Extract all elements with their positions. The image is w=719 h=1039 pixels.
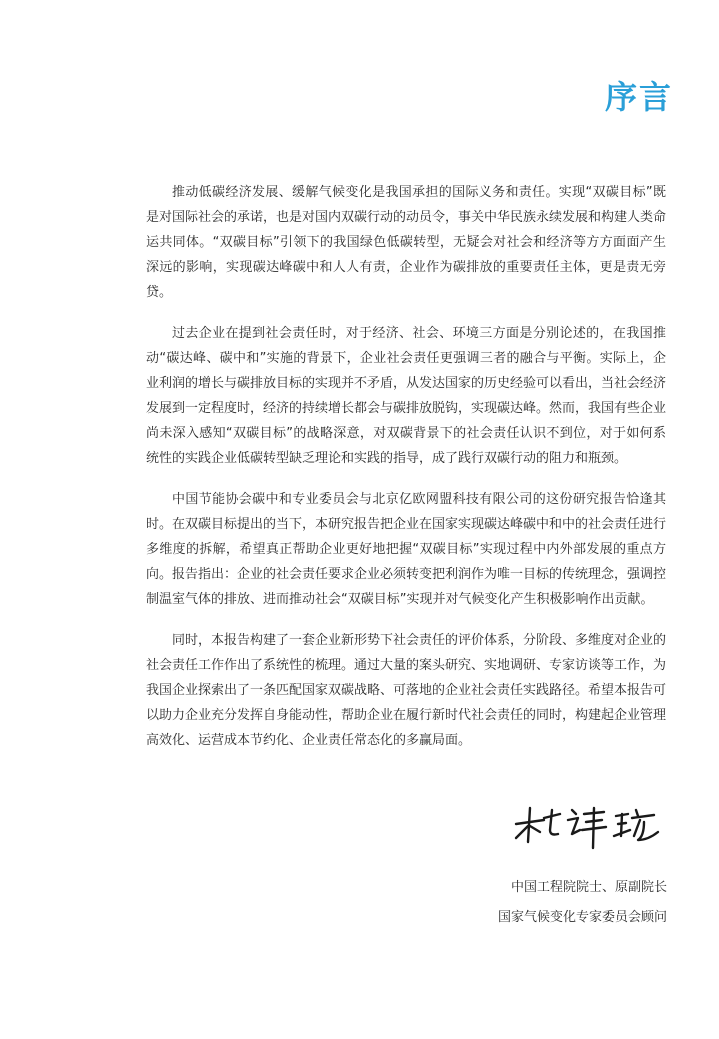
paragraph-2: 过去企业在提到社会责任时，对于经济、社会、环境三方面是分别论述的，在我国推动“碳达峰、碳中和”实施的背景下，企业社会责任更强调三者的融合与平衡。实际上，企业利润的增长与碳排放目标的实现并不矛盾，从发达国家的历史经验可以看出，当社会经济发展到一定程度时，经济的持续增长都会与碳排放脱钩，实现碳达峰。然而，我国有些企业尚未深入感知“双碳目标”的战略深意，对双碳背景下的社会责任认识不到位，对于如何系统性的实践企业低碳转型缺乏理论和实践的指导，成了践行双碳行动的阻力和瓶颈。 xyxy=(146,326,667,466)
paragraph-3: 中国节能协会碳中和专业委员会与北京亿欧网盟科技有限公司的这份研究报告恰逢其时。在双碳目标提出的当下，本研究报告把企业在国家实现碳达峰碳中和中的社会责任进行多维度的拆解，希望真正帮助企业更好地把握“双碳目标”实现过程中内外部发展的重点方向。报告指出：企业的社会责任要求企业必须转变把利润作为唯一目标的传统理念，强调控制温室气体的排放、进而推动社会“双碳目标”实现并对气候变化产生积极影响作出贡献。 xyxy=(146,492,667,607)
paragraph-1: 推动低碳经济发展、缓解气候变化是我国承担的国际义务和责任。实现“双碳目标”既是对国际社会的承诺，也是对国内双碳行动的动员令，事关中华民族永续发展和构建人类命运共同体。“双碳目标”引领下的我国绿色低碳转型，无疑会对社会和经济等方方面面产生深远的影响，实现碳达峰碳中和人人有责，企业作为碳排放的重要责任主体，更是责无旁贷。 xyxy=(146,185,667,300)
preface-body xyxy=(146,180,666,769)
paragraph-4: 同时，本报告构建了一套企业新形势下社会责任的评价体系，分阶段、多维度对企业的社会责任工作作出了系统性的梳理。通过大量的案头研究、实地调研、专家访谈等工作，为我国企业探索出了一条匹配国家双碳战略、可落地的企业社会责任实践路径。希望本报告可以助力企业充分发挥自身能动性，帮助企业在履行新时代社会责任的同时，构建起企业管理高效化、运营成本节约化、企业责任常态化的多赢局面。 xyxy=(146,633,667,748)
signer-title-1: 中国工程院院士、原副院长 xyxy=(510,880,667,895)
signature-image xyxy=(508,796,664,862)
signer-title-2: 国家气候变化专家委员会顾问 xyxy=(497,910,667,925)
handwritten-signature xyxy=(508,796,664,862)
page-title: 序言 xyxy=(604,78,673,116)
